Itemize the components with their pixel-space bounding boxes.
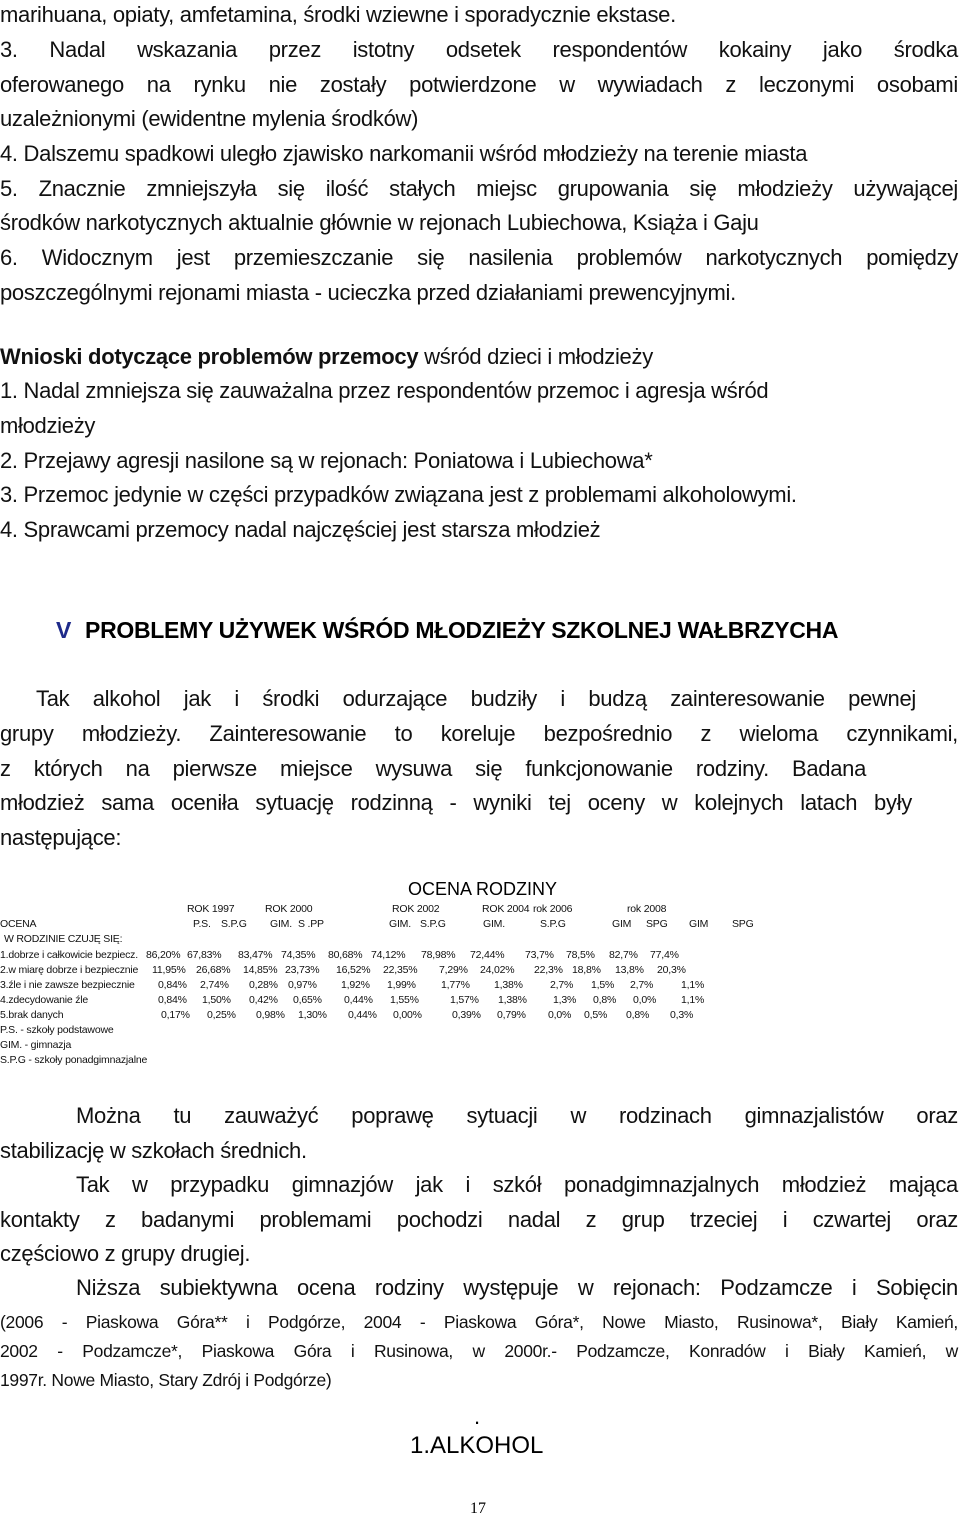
text-line: następujące: — [0, 825, 122, 850]
subheader: SPG — [732, 918, 754, 930]
subheader: GIM. — [483, 918, 505, 930]
table-cell: 74,12% — [371, 949, 406, 961]
table-cell: 11,95% — [152, 964, 186, 976]
table-cell: 1,38% — [494, 979, 523, 991]
year-header: ROK 2000 — [265, 903, 313, 915]
table-cell: 0,79% — [497, 1009, 526, 1021]
table-cell: 0,44% — [348, 1009, 377, 1021]
table-cell: 0,28% — [249, 979, 278, 991]
table-cell: 20,3% — [657, 964, 686, 976]
text-line: 1. Nadal zmniejsza się zauważalna przez respondentów przemoc i agresja wśród — [0, 378, 769, 403]
table-cell: 73,7% — [525, 949, 554, 961]
subheader: GIM — [689, 918, 709, 930]
text-line: stabilizację w szkołach średnich. — [0, 1138, 307, 1163]
subheader: GIM — [612, 918, 632, 930]
dot: . — [474, 1404, 481, 1429]
subheader: P.S. — [193, 918, 211, 930]
subheader: GIM. — [270, 918, 292, 930]
table-cell: 74,35% — [281, 949, 316, 961]
table-cell: 86,20% — [146, 949, 181, 961]
table-cell: 18,8% — [572, 964, 601, 976]
section-roman-numeral: V — [56, 617, 72, 643]
table-cell: 0,42% — [249, 994, 278, 1006]
table-cell: 1,1% — [681, 979, 705, 991]
text-line: marihuana, opiaty, amfetamina, środki wziewne i sporadycznie ekstase. — [0, 2, 676, 27]
text-line: 4. Sprawcami przemocy nadal najczęściej jest starsza młodzież — [0, 517, 601, 542]
table-cell: 72,44% — [470, 949, 505, 961]
table-cell: 1,50% — [202, 994, 231, 1006]
text-line: z których na pierwsze miejsce wysuwa się funkcjonowanie rodziny. Badana — [0, 756, 866, 781]
text-line: 3. Przemoc jedynie w części przypadków związana jest z problemami alkoholowymi. — [0, 482, 797, 507]
table-cell: 2,74% — [200, 979, 229, 991]
subheader: S.P.G — [420, 918, 446, 930]
table-cell: 14,85% — [243, 964, 278, 976]
subheader: GIM. — [389, 918, 411, 930]
text-line: 2002 - Podzamcze*, Piaskowa Góra i Rusinowa, w 2000r.- Podzamcze, Konradów i Biały Kamień, w — [0, 1341, 958, 1361]
text-line: uzależnionymi (ewidentne mylenia środków) — [0, 106, 419, 131]
text-line: 6. Widocznym jest przemieszczanie się nasilenia problemów narkotycznych pomiędzy — [0, 245, 958, 270]
conclusions-title-bold: Wnioski dotyczące problemów przemocy — [0, 344, 419, 369]
table-cell: 1,57% — [450, 994, 479, 1006]
table-cell: 1,5% — [591, 979, 615, 991]
text-line: środków narkotycznych aktualnie głównie w rejonach Lubiechowa, Książa i Gaju — [0, 210, 759, 235]
row-label: 1.dobrze i całkowicie bezpiecz. — [0, 949, 138, 961]
table-cell: 0,17% — [161, 1009, 190, 1021]
table-cell: 77,4% — [650, 949, 679, 961]
text-line: 2. Przejawy agresji nasilone są w rejonach: Poniatowa i Lubiechowa* — [0, 448, 653, 473]
table-cell: 1,30% — [298, 1009, 327, 1021]
text-line: kontakty z badanymi problemami pochodzi nadal z grup trzeciej i czwartej oraz — [0, 1207, 958, 1232]
table-cell: 0,5% — [584, 1009, 608, 1021]
text-line: 4. Dalszemu spadkowi uległo zjawisko narkomanii wśród młodzieży na terenie miasta — [0, 141, 808, 166]
table-cell: 1,1% — [681, 994, 705, 1006]
table-cell: 2,7% — [550, 979, 574, 991]
table-title: OCENA RODZINY — [408, 879, 558, 899]
year-header: ROK 1997 — [187, 903, 235, 915]
text-line: Niższa subiektywna ocena rodziny występuje w rejonach: Podzamcze i Sobięcin — [76, 1275, 958, 1300]
section-title: PROBLEMY UŻYWEK WŚRÓD MŁODZIEŻY SZKOLNEJ WAŁBRZYCHA — [85, 617, 839, 643]
table-cell: 16,52% — [336, 964, 371, 976]
table-cell: 13,8% — [615, 964, 644, 976]
table-cell: 0,44% — [344, 994, 373, 1006]
table-cell: 1,38% — [498, 994, 527, 1006]
table-cell: 82,7% — [609, 949, 638, 961]
row-label: 2.w miarę dobrze i bezpiecznie — [0, 964, 139, 976]
page-number: 17 — [470, 1500, 486, 1517]
legend-item: S.P.G - szkoły ponadgimnazjalne — [0, 1054, 148, 1066]
table-cell: 80,68% — [328, 949, 363, 961]
text-line: młodzież sama oceniła sytuację rodzinną - wyniki tej oceny w kolejnych latach były — [0, 790, 912, 815]
text-line: (2006 - Piaskowa Góra** i Podgórze, 2004 - Piaskowa Góra*, Nowe Miasto, Rusinowa*, Biały Kamień, — [0, 1312, 958, 1332]
table-cell: 24,02% — [480, 964, 515, 976]
table-cell: 1,92% — [341, 979, 370, 991]
text-line: oferowanego na rynku nie zostały potwierdzone w wywiadach z leczonymi osobami — [0, 72, 958, 97]
table-cell: 67,83% — [187, 949, 222, 961]
table-cell: 1,99% — [387, 979, 416, 991]
table-cell: 83,47% — [238, 949, 273, 961]
text-line: 5. Znacznie zmniejszyła się ilość stałych miejsc grupowania się młodzieży używającej — [0, 176, 958, 201]
year-header: rok 2008 — [627, 903, 667, 915]
section-heading — [56, 617, 838, 644]
table-cell: 1,3% — [553, 994, 577, 1006]
text-line: Tak w przypadku gimnazjów jak i szkół ponadgimnazjalnych młodzież mająca — [76, 1172, 958, 1197]
table-subtitle: W RODZINIE CZUJĘ SIĘ: — [4, 933, 123, 945]
table-cell: 0,97% — [288, 979, 317, 991]
table-cell: 0,84% — [158, 979, 187, 991]
table-cell: 78,5% — [566, 949, 595, 961]
table-cell: 0,0% — [633, 994, 657, 1006]
row-label: 5.brak danych — [0, 1009, 64, 1021]
year-header: rok 2006 — [533, 903, 573, 915]
text-line: Można tu zauważyć poprawę sytuacji w rodzinach gimnazjalistów oraz — [76, 1103, 958, 1128]
conclusions-title — [0, 344, 958, 370]
row-label: 3.źle i nie zawsze bezpiecznie — [0, 979, 135, 991]
subheader: S.P.G — [540, 918, 566, 930]
text-line: młodzieży — [0, 413, 96, 438]
table-cell: 0,0% — [548, 1009, 572, 1021]
text-line: Tak alkohol jak i środki odurzające budziły i budzą zainteresowanie pewnej — [36, 686, 916, 711]
table-cell: 23,73% — [285, 964, 320, 976]
table-cell: 0,8% — [593, 994, 617, 1006]
text-line: grupy młodzieży. Zainteresowanie to koreluje bezpośrednio z wieloma czynnikami, — [0, 721, 958, 746]
row-label: 4.zdecydowanie źle — [0, 994, 89, 1006]
conclusions-title-rest: wśród dzieci i młodzieży — [418, 344, 653, 369]
text-line: 1997r. Nowe Miasto, Stary Zdrój i Podgórze) — [0, 1370, 332, 1390]
legend-item: GIM. - gimnazja — [0, 1039, 72, 1051]
table-cell: 22,3% — [534, 964, 563, 976]
table-cell: 0,00% — [393, 1009, 422, 1021]
table-cell: 0,3% — [670, 1009, 694, 1021]
table-cell: 7,29% — [439, 964, 468, 976]
text-line: częściowo z grupy drugiej. — [0, 1241, 251, 1266]
text-line: 3. Nadal wskazania przez istotny odsetek respondentów kokainy jako środka — [0, 37, 958, 62]
year-header: ROK 2002 — [392, 903, 440, 915]
year-header: ROK 2004 — [482, 903, 530, 915]
table-cell: 26,68% — [196, 964, 231, 976]
table-cell: 78,98% — [421, 949, 456, 961]
subheader: S.P.G — [221, 918, 247, 930]
table-cell: 2,7% — [630, 979, 654, 991]
header-label: OCENA — [0, 918, 37, 930]
table-cell: 0,25% — [207, 1009, 236, 1021]
table-cell: 1,77% — [441, 979, 470, 991]
legend-item: P.S. - szkoły podstawowe — [0, 1024, 114, 1036]
table-cell: 0,8% — [626, 1009, 650, 1021]
text-line: poszczególnymi rejonami miasta - ucieczka przed działaniami prewencyjnymi. — [0, 280, 736, 305]
table-cell: 0,65% — [293, 994, 322, 1006]
table-cell: 1,55% — [390, 994, 419, 1006]
table-cell: 22,35% — [383, 964, 418, 976]
alcohol-heading: 1.ALKOHOL — [410, 1432, 544, 1459]
subheader: SPG — [646, 918, 668, 930]
subheader: S .PP — [298, 918, 324, 930]
table-cell: 0,39% — [452, 1009, 481, 1021]
table-cell: 0,84% — [158, 994, 187, 1006]
table-cell: 0,98% — [256, 1009, 285, 1021]
